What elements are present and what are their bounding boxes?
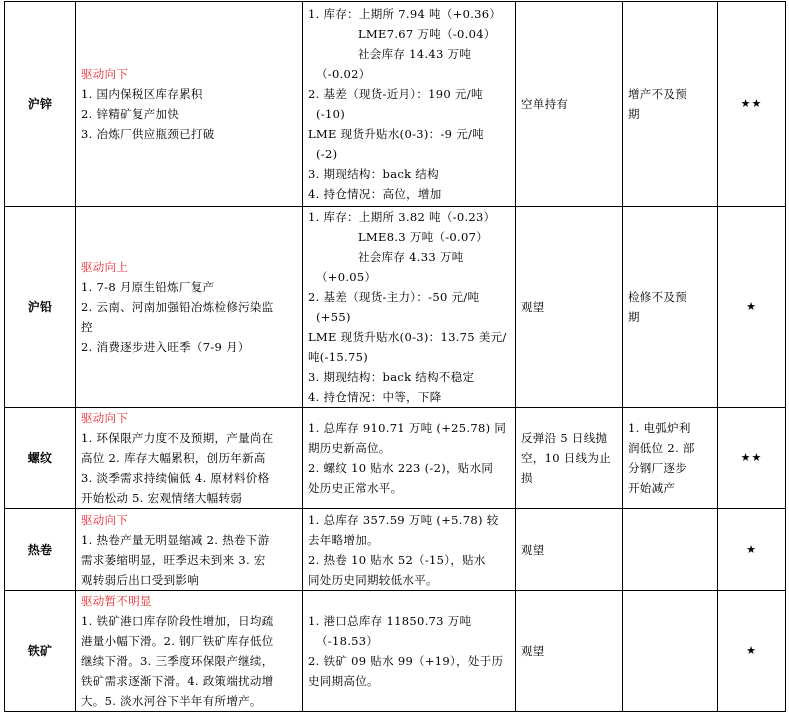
driver-item: 港量小幅下滑。2. 钢厂铁矿库存低位 [81,634,274,648]
commodity-name: 铁矿 [5,591,76,712]
risk-cell [623,408,718,509]
risk-text: 1. 电弧炉利 [628,421,691,435]
data-line: (-10) [316,107,345,121]
data-cell [303,509,516,591]
driver-cell [76,509,303,591]
data-line: 1. 库存：上期所 3.82 吨（-0.23） [308,210,496,224]
table-row [5,591,786,712]
data-line: 2. 热卷 10 贴水 52（-15），贴水 [308,552,486,567]
strategy-cell [516,591,623,712]
driver-item: 控 [81,320,93,334]
data-line: 2. 基差（现货-近月）：190 元/吨 [308,87,483,101]
risk-text: 期 [628,107,640,121]
rating-stars: ★★ [718,2,786,207]
data-line: (-2) [316,147,338,161]
data-line: 1. 总库存 910.71 万吨 (+25.78) 同 [308,421,507,435]
driver-direction: 驱动向下 [81,512,129,527]
rating-stars: ★★ [718,408,786,509]
data-line: 去年略增加。 [308,532,379,547]
table-row [5,207,786,408]
data-line: （-0.02） [316,67,371,81]
strategy-text: 观望 [521,644,545,658]
data-line: 社会库存 4.33 万吨 [358,250,464,264]
driver-item: 1. 铁矿港口库存阶段性增加，日均疏 [81,614,274,628]
driver-direction: 驱动向下 [81,67,129,81]
strategy-text: 空单持有 [521,97,569,111]
strategy-cell [516,207,623,408]
data-line: LME7.67 万吨（-0.04） [358,27,496,41]
rating-stars: ★ [718,591,786,712]
data-line: 2. 基差（现货-主力）：-50 元/吨 [308,290,480,304]
commodity-name: 螺纹 [5,408,76,509]
data-line: 2. 铁矿 09 贴水 99（+19），处于历 [308,654,504,668]
driver-item: 高位 2. 库存大幅累积，创历年新高 [81,451,266,465]
data-line: 4. 持仓情况：中等，下降 [308,390,442,404]
data-line: 处历史正常水平。 [308,481,403,495]
driver-item: 2. 云南、河南加强铅冶炼检修污染监 [81,300,274,314]
data-line: 1. 总库存 357.59 万吨 (+5.78) 较 [308,512,499,527]
data-line: 史同期高位。 [308,674,379,688]
driver-item: 2. 消费逐步进入旺季（7-9 月） [81,340,250,354]
strategy-text: 损 [521,471,533,485]
rating-stars: ★ [718,509,786,591]
data-line: LME8.3 万吨（-0.07） [358,230,489,244]
data-cell [303,207,516,408]
driver-item: 大。5. 淡水河谷下半年有所增产。 [81,694,262,708]
driver-item: 3. 冶炼厂供应瓶颈已打破 [81,127,215,141]
strategy-text: 反弹沿 5 日线抛 [521,431,608,445]
data-line: 3. 期现结构：back 结构不稳定 [308,370,475,384]
driver-cell [76,408,303,509]
data-line: 同处历史同期较低水平。 [308,572,438,587]
risk-text: 润低位 2. 部 [628,441,695,455]
driver-direction: 驱动向上 [81,260,129,274]
driver-item: 需求萎缩明显，旺季迟未到来 3. 宏 [81,552,266,567]
risk-text: 增产不及预 [628,87,687,101]
data-line: 1. 库存：上期所 7.94 吨（+0.36） [308,7,502,21]
data-line: 3. 期现结构：back 结构 [308,167,439,181]
risk-text: 分钢厂逐步 [628,461,687,475]
data-line: LME 现货升贴水(0-3)：13.75 美元/ [308,330,507,344]
rating-stars: ★ [718,207,786,408]
data-line: LME 现货升贴水(0-3)：-9 元/吨 [308,127,484,141]
risk-text: 开始减产 [628,481,676,495]
data-line: 吨(-15.75) [308,350,368,364]
strategy-cell [516,2,623,207]
driver-item: 1. 环保限产力度不及预期，产量尚在 [81,431,274,445]
table-row [5,2,786,207]
commodity-name: 沪铅 [5,207,76,408]
strategy-cell [516,408,623,509]
risk-cell [623,2,718,207]
driver-item: 观转弱后出口受到影响 [81,572,199,587]
risk-cell [623,591,718,712]
data-line: （-18.53） [316,634,379,648]
driver-cell [76,2,303,207]
data-cell [303,408,516,509]
driver-cell [76,207,303,408]
commodity-name: 沪锌 [5,2,76,207]
driver-item: 3. 淡季需求持续偏低 4. 原材料价格 [81,471,270,485]
driver-item: 1. 国内保税区库存累积 [81,87,203,101]
data-cell [303,2,516,207]
driver-direction: 驱动向下 [81,411,129,425]
driver-cell [76,591,303,712]
strategy-text: 观望 [521,542,545,557]
data-line: （+0.05） [316,270,377,284]
driver-item: 1. 热卷产量无明显缩减 2. 热卷下游 [81,532,270,547]
risk-cell [623,509,718,591]
strategy-text: 空，10 日线为止 [521,451,611,465]
driver-item: 2. 锌精矿复产加快 [81,107,180,121]
data-line: 期历史新高位。 [308,441,391,455]
risk-cell [623,207,718,408]
commodity-table [4,1,786,712]
commodity-name: 热卷 [5,509,76,591]
strategy-cell [516,509,623,591]
driver-item: 开始松动 5. 宏观情绪大幅转弱 [81,491,243,505]
risk-text: 期 [628,310,640,324]
data-cell [303,591,516,712]
data-line: 1. 港口总库存 11850.73 万吨 [308,614,472,628]
risk-text: 检修不及预 [628,290,687,304]
driver-direction: 驱动暂不明显 [81,594,152,608]
data-line: (+55) [316,310,351,324]
table-row [5,509,786,591]
driver-item: 1. 7-8 月原生铅炼厂复产 [81,280,215,294]
data-line: 2. 螺纹 10 贴水 223 (-2)，贴水同 [308,461,494,475]
driver-item: 继续下滑。3. 三季度环保限产继续， [81,654,274,668]
data-line: 社会库存 14.43 万吨 [358,47,472,61]
table-row [5,408,786,509]
data-line: 4. 持仓情况：高位，增加 [308,187,442,201]
strategy-text: 观望 [521,300,545,314]
driver-item: 铁矿需求逐渐下滑。4. 政策端扰动增 [81,674,274,688]
